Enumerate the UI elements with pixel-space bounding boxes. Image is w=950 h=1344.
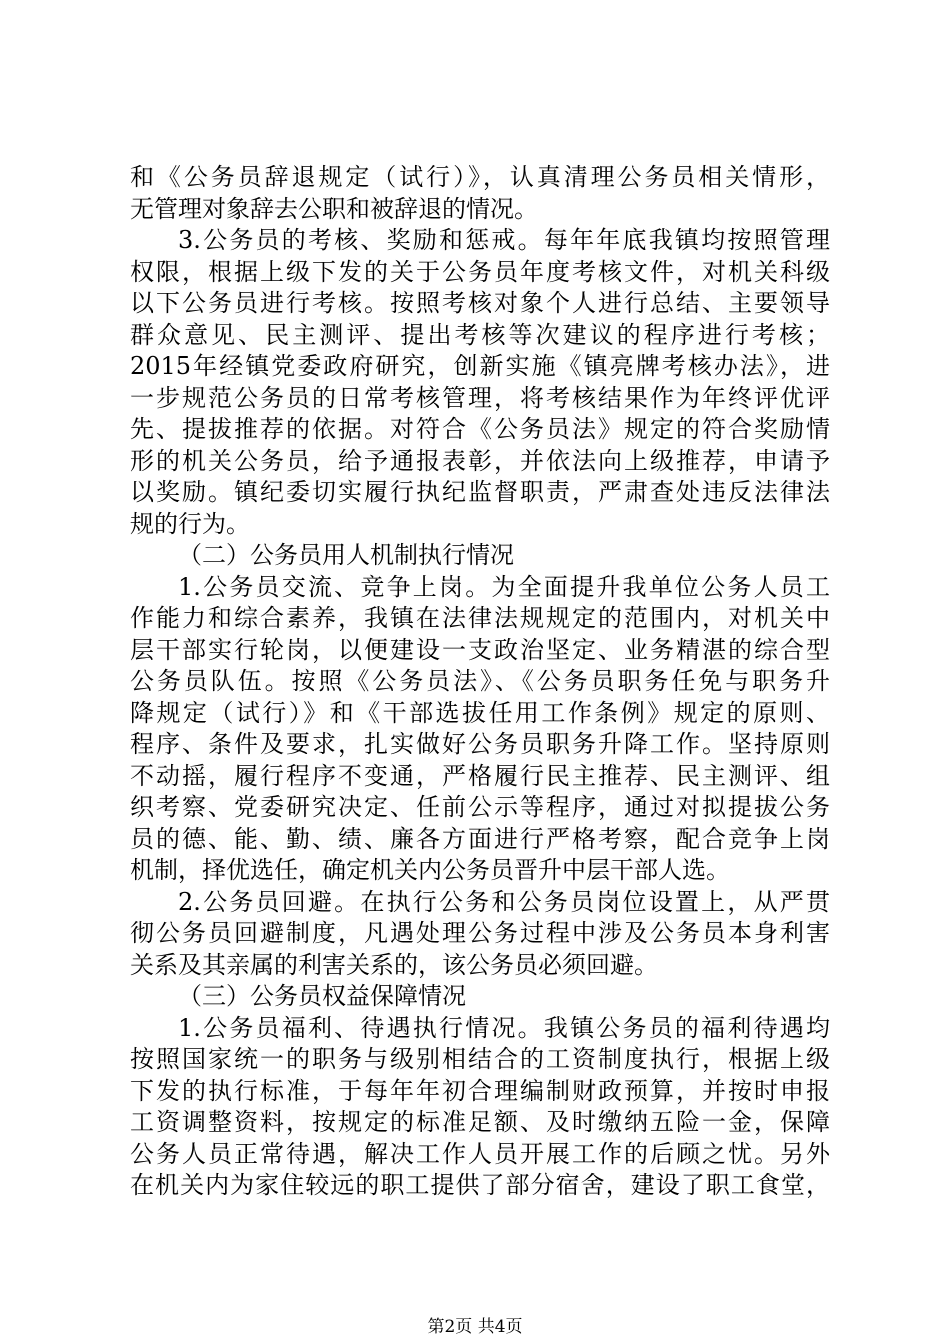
page-footer: 第2页 共4页: [427, 1317, 523, 1337]
text-line: 2.公务员回避。在执行公务和公务员岗位设置上，从严贯: [178, 887, 830, 916]
text-line: 一步规范公务员的日常考核管理，将考核结果作为年终评优评: [130, 383, 830, 412]
text-line: 下发的执行标准，于每年年初合理编制财政预算，并按时申报: [130, 1076, 830, 1105]
text-line: 规的行为。: [130, 509, 250, 538]
text-line: 1.公务员福利、待遇执行情况。我镇公务员的福利待遇均: [178, 1013, 830, 1042]
text-line: 形的机关公务员，给予通报表彰，并依法向上级推荐，申请予: [130, 446, 830, 475]
text-line: 和《公务员辞退规定（试行）》，认真清理公务员相关情形，: [130, 163, 830, 191]
text-line: 织考察、党委研究决定、任前公示等程序，通过对拟提拔公务: [130, 793, 830, 821]
text-line: 公务员队伍。按照《公务员法》、《公务员职务任免与职务升: [130, 667, 830, 695]
section-heading: （三）公务员权益保障情况: [178, 982, 466, 1010]
text-line: 以下公务员进行考核。按照考核对象个人进行总结、主要领导: [130, 289, 830, 317]
text-line: 机制，择优选任，确定机关内公务员晋升中层干部人选。: [130, 856, 730, 884]
text-line: 不动摇，履行程序不变通，严格履行民主推荐、民主测评、组: [130, 761, 830, 790]
text-line: 群众意见、民主测评、提出考核等次建议的程序进行考核；: [130, 320, 830, 349]
text-line: 程序、条件及要求，扎实做好公务员职务升降工作。坚持原则: [130, 730, 830, 758]
text-line: 作能力和综合素养，我镇在法律法规规定的范围内，对机关中: [130, 604, 830, 632]
text-line: 权限，根据上级下发的关于公务员年度考核文件，对机关科级: [130, 257, 830, 286]
text-line: 公务人员正常待遇，解决工作人员开展工作的后顾之忧。另外: [130, 1139, 830, 1168]
text-line: 在机关内为家住较远的职工提供了部分宿舍，建设了职工食堂，: [130, 1171, 830, 1199]
text-line: 按照国家统一的职务与级别相结合的工资制度执行，根据上级: [130, 1045, 830, 1073]
text-line: 先、提拔推荐的依据。对符合《公务员法》规定的符合奖励情: [130, 415, 830, 443]
text-line: 层干部实行轮岗，以便建设一支政治坚定、业务精湛的综合型: [130, 635, 830, 664]
text-line: 2015年经镇党委政府研究，创新实施《镇亮牌考核办法》，进: [130, 352, 830, 380]
text-line: 彻公务员回避制度，凡遇处理公务过程中涉及公务员本身利害: [130, 919, 830, 947]
section-heading: （二）公务员用人机制执行情况: [178, 541, 514, 569]
text-line: 无管理对象辞去公职和被辞退的情况。: [130, 194, 538, 223]
text-line: 工资调整资料，按规定的标准足额、及时缴纳五险一金，保障: [130, 1108, 830, 1136]
text-line: 关系及其亲属的利害关系的，该公务员必须回避。: [130, 950, 658, 979]
text-line: 3.公务员的考核、奖励和惩戒。每年年底我镇均按照管理: [178, 226, 830, 254]
document-body: [130, 162, 830, 1202]
text-line: 降规定（试行）》和《干部选拔任用工作条例》规定的原则、: [130, 698, 830, 727]
text-line: 员的德、能、勤、绩、廉各方面进行严格考察，配合竞争上岗: [130, 824, 830, 853]
text-line: 以奖励。镇纪委切实履行执纪监督职责，严肃查处违反法律法: [130, 478, 830, 506]
text-line: 1.公务员交流、竞争上岗。为全面提升我单位公务人员工: [178, 572, 830, 601]
